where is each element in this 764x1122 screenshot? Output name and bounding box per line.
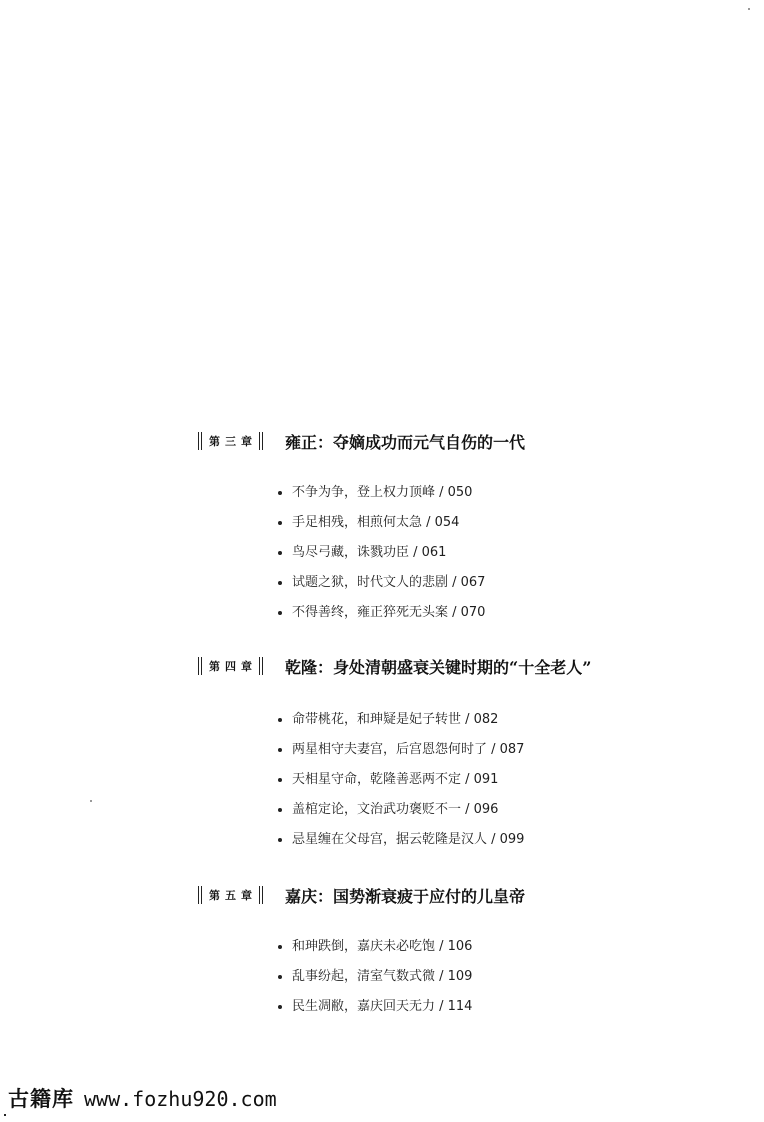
chapter-title: 雍正：夺嫡成功而元气自伤的一代 [285,432,526,452]
toc-entry[interactable] [278,598,485,628]
watermark-site-name: 古籍库 [8,1087,74,1111]
bullet-icon [278,521,282,525]
toc-entry-text: 鸟尽弓藏，诛戮功臣 / 061 [292,545,447,560]
chapter-four [198,653,592,847]
toc-entry-text: 和珅跌倒，嘉庆未必吃饱 / 106 [292,939,473,954]
toc-entry-text: 乱事纷起，清室气数式微 / 109 [292,969,473,984]
toc-entry[interactable] [278,962,472,992]
section-list [278,932,472,1022]
toc-entry[interactable] [278,932,472,962]
double-bar-left [198,432,202,450]
chapter-label-box [198,656,263,676]
bullet-icon [278,975,282,979]
bullet-icon [278,945,282,949]
toc-entry[interactable] [278,825,524,855]
section-list [278,705,524,855]
chapter-label: 第三章 [209,435,257,448]
toc-entry-text: 不得善终，雍正猝死无头案 / 070 [292,605,486,620]
scan-speck [90,800,92,802]
bullet-icon [278,748,282,752]
scan-speck [748,8,750,10]
bullet-icon [278,581,282,585]
toc-entry-text: 两星相守夫妻宫，后宫恩怨何时了 / 087 [292,742,525,757]
bullet-icon [278,778,282,782]
double-bar-left [198,657,202,675]
bullet-icon [278,1005,282,1009]
site-watermark [8,1083,277,1113]
bullet-icon [278,491,282,495]
bullet-icon [278,718,282,722]
chapter-label: 第四章 [209,660,257,673]
chapter-heading [198,882,525,908]
double-bar-right [259,432,263,450]
toc-entry-text: 民生凋敝，嘉庆回天无力 / 114 [292,999,473,1014]
toc-entry[interactable] [278,765,524,795]
toc-entry-text: 不争为争，登上权力顶峰 / 050 [292,485,473,500]
double-bar-right [259,886,263,904]
chapter-label: 第五章 [209,889,257,902]
bullet-icon [278,808,282,812]
toc-entry-text: 忌星缠在父母宫，据云乾隆是汉人 / 099 [292,832,525,847]
chapter-label-box [198,885,263,905]
section-list [278,478,485,628]
toc-entry[interactable] [278,568,485,598]
chapter-five [198,882,526,1014]
toc-entry[interactable] [278,705,524,735]
toc-entry-text: 盖棺定论，文治武功褒贬不一 / 096 [292,802,499,817]
toc-entry[interactable] [278,478,485,508]
chapter-three [198,428,526,620]
bullet-icon [278,551,282,555]
chapter-heading [198,653,591,679]
toc-entry-text: 试题之狱，时代文人的悲剧 / 067 [292,575,486,590]
toc-entry[interactable] [278,795,524,825]
scan-speck [4,1114,6,1116]
toc-entry[interactable] [278,508,485,538]
double-bar-left [198,886,202,904]
chapter-title: 乾隆：身处清朝盛衰关键时期的“十全老人” [285,657,592,677]
chapter-heading [198,428,525,454]
toc-entry[interactable] [278,992,472,1022]
toc-entry-text: 手足相残，相煎何太急 / 054 [292,515,460,530]
toc-entry-text: 命带桃花，和珅疑是妃子转世 / 082 [292,712,499,727]
chapter-label-box [198,431,263,451]
bullet-icon [278,838,282,842]
toc-entry[interactable] [278,735,524,765]
double-bar-right [259,657,263,675]
bullet-icon [278,611,282,615]
toc-entry-text: 天相星守命，乾隆善恶两不定 / 091 [292,772,499,787]
chapter-title: 嘉庆：国势渐衰疲于应付的儿皇帝 [285,886,526,906]
watermark-url: www.fozhu920.com [84,1087,277,1111]
toc-entry[interactable] [278,538,485,568]
